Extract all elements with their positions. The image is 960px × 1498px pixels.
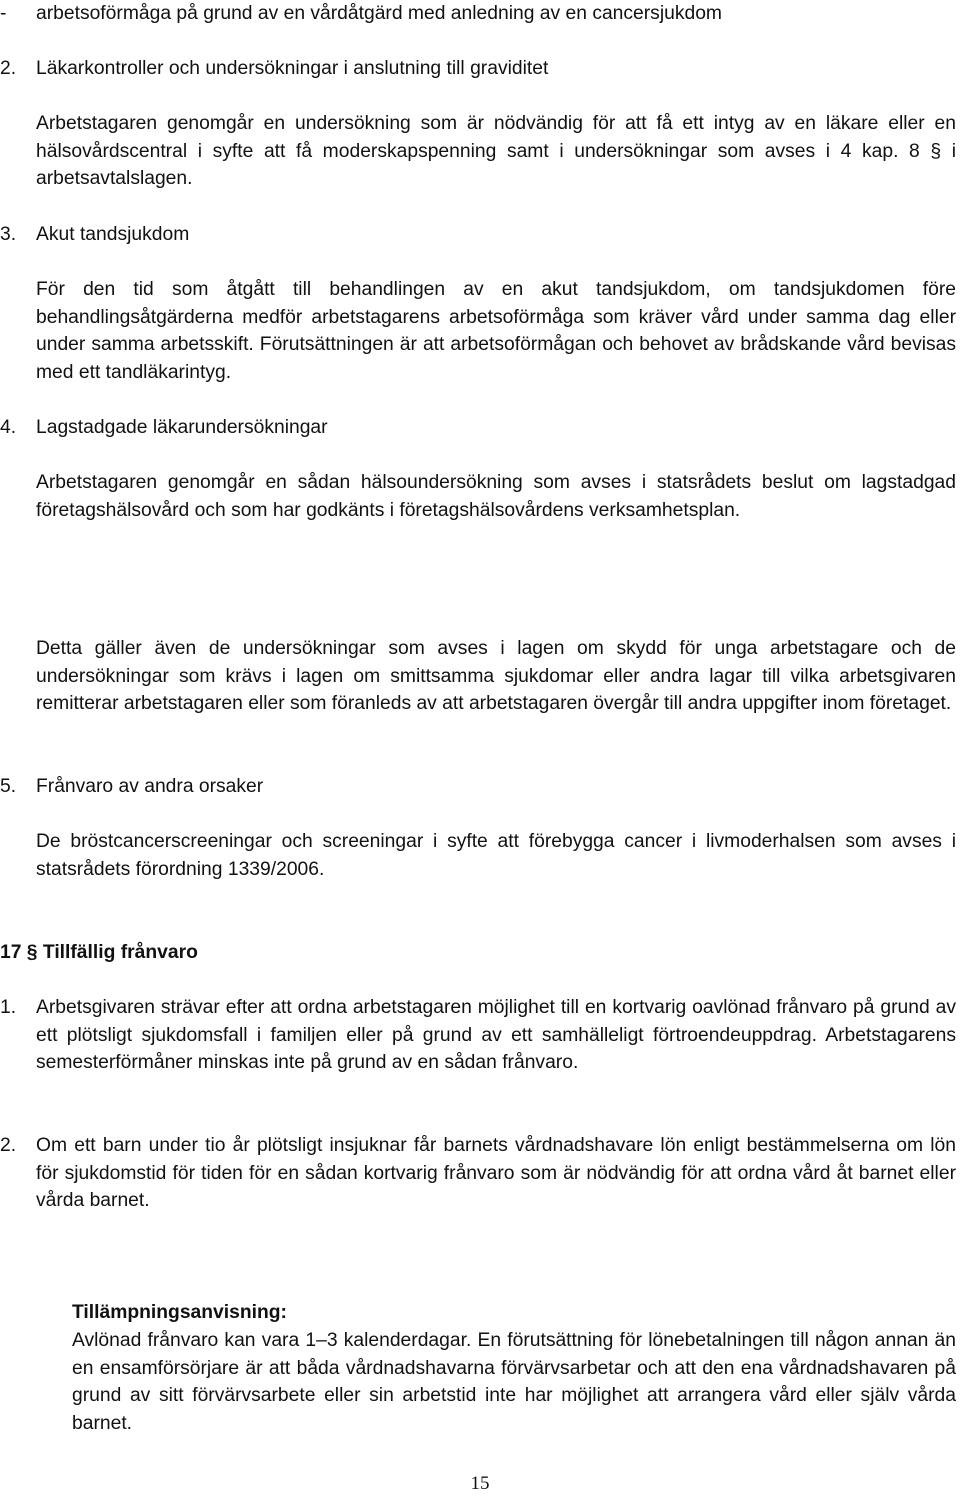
application-note-body: Avlönad frånvaro kan vara 1–3 kalenderdagar. En förutsättning för lönebetalningen till någon annan än en ensamförsörjare är att båda vårdnadshavarna förvärvsarbetar och att den ena vårdnadshavaren på grund av sitt förvärvsarbete eller sin arbetstid inte har möjlighet att arrangera vård eller själv vårda barnet. [72, 1330, 956, 1434]
item-3-number: 3. [0, 224, 17, 245]
item-2-heading: Läkarkontroller och undersökningar i anslutning till graviditet [36, 58, 549, 79]
item-4-body-1: Arbetstagaren genomgår en sådan hälsoundersökning som avses i statsrådets beslut om lagstadgad företagshälsovård och som har godkänts i företagshälsovårdens verksamhetsplan. [36, 472, 956, 521]
item-4-body-2: Detta gäller även de undersökningar som avses i lagen om skydd för unga arbetstagare och de undersökningar som krävs i lagen om smittsamma sjukdomar eller andra lagar till vilka arbetsgivaren remitterar arbetstagaren eller som föranleds av att arbetstagaren övergår till andra uppgifter inom företaget. [36, 638, 956, 715]
section-17-item-1-body: Arbetsgivaren strävar efter att ordna arbetstagaren möjlighet till en kortvarig oavlönad frånvaro på grund av ett plötsligt sjukdomsfall i familjen eller på grund av ett samhälleligt förtroendeuppdrag. Arbetstagarens semesterförmåner minskas inte på grund av en sådan frånvaro. [36, 997, 956, 1074]
item-4-number: 4. [0, 417, 17, 438]
list-dash: - [0, 3, 7, 24]
item-5-heading: Frånvaro av andra orsaker [36, 776, 264, 797]
item-3-body: För den tid som åtgått till behandlingen av en akut tandsjukdom, om tandsjukdomen före behandlingsåtgärderna medför arbetstagarens arbetsoförmåga som kräver vård under samma dag eller under samma arbetsskift. Förutsättningen är att arbetsoförmågan och behovet av brådskande vård bevisas med ett tandläkarintyg. [36, 279, 956, 383]
item-4 [0, 414, 956, 442]
item-3 [0, 221, 956, 249]
item-5-body: De bröstcancerscreeningar och screeningar i syfte att förebygga cancer i livmoderhalsen som avses i statsrådets förordning 1339/2006. [36, 831, 956, 880]
item-4-heading: Lagstadgade läkarundersökningar [36, 417, 328, 438]
item-5 [0, 773, 956, 801]
application-note-heading: Tillämpningsanvisning: [72, 1302, 287, 1323]
item-5-number: 5. [0, 776, 17, 797]
section-17-item-1-number: 1. [0, 997, 17, 1018]
item-2-number: 2. [0, 58, 17, 79]
section-17-item-1 [0, 994, 956, 1077]
section-17-item-2 [0, 1132, 956, 1215]
section-17-heading: 17 § Tillfällig frånvaro [0, 942, 198, 963]
item-2-body: Arbetstagaren genomgår en undersökning som är nödvändig för att få ett intyg av en läkare eller en hälsovårdscentral i syfte att få moderskapspenning samt i undersökningar som avses i 4 kap. 8 § i arbetsavtalslagen. [36, 113, 956, 190]
item-3-heading: Akut tandsjukdom [36, 224, 190, 245]
top-fragment [0, 0, 960, 28]
page-number: 15 [470, 1473, 490, 1494]
section-17-item-2-body: Om ett barn under tio år plötsligt insjuknar får barnets vårdnadshavare lön enligt bestämmelserna om lön för sjukdomstid för tiden för en sådan kortvarig frånvaro som är nödvändig för att ordna vård åt barnet eller vårda barnet. [36, 1135, 956, 1212]
top-fragment-text: arbetsoförmåga på grund av en vårdåtgärd med anledning av en cancersjukdom [36, 3, 722, 24]
section-17-item-2-number: 2. [0, 1135, 17, 1156]
item-2 [0, 55, 956, 83]
